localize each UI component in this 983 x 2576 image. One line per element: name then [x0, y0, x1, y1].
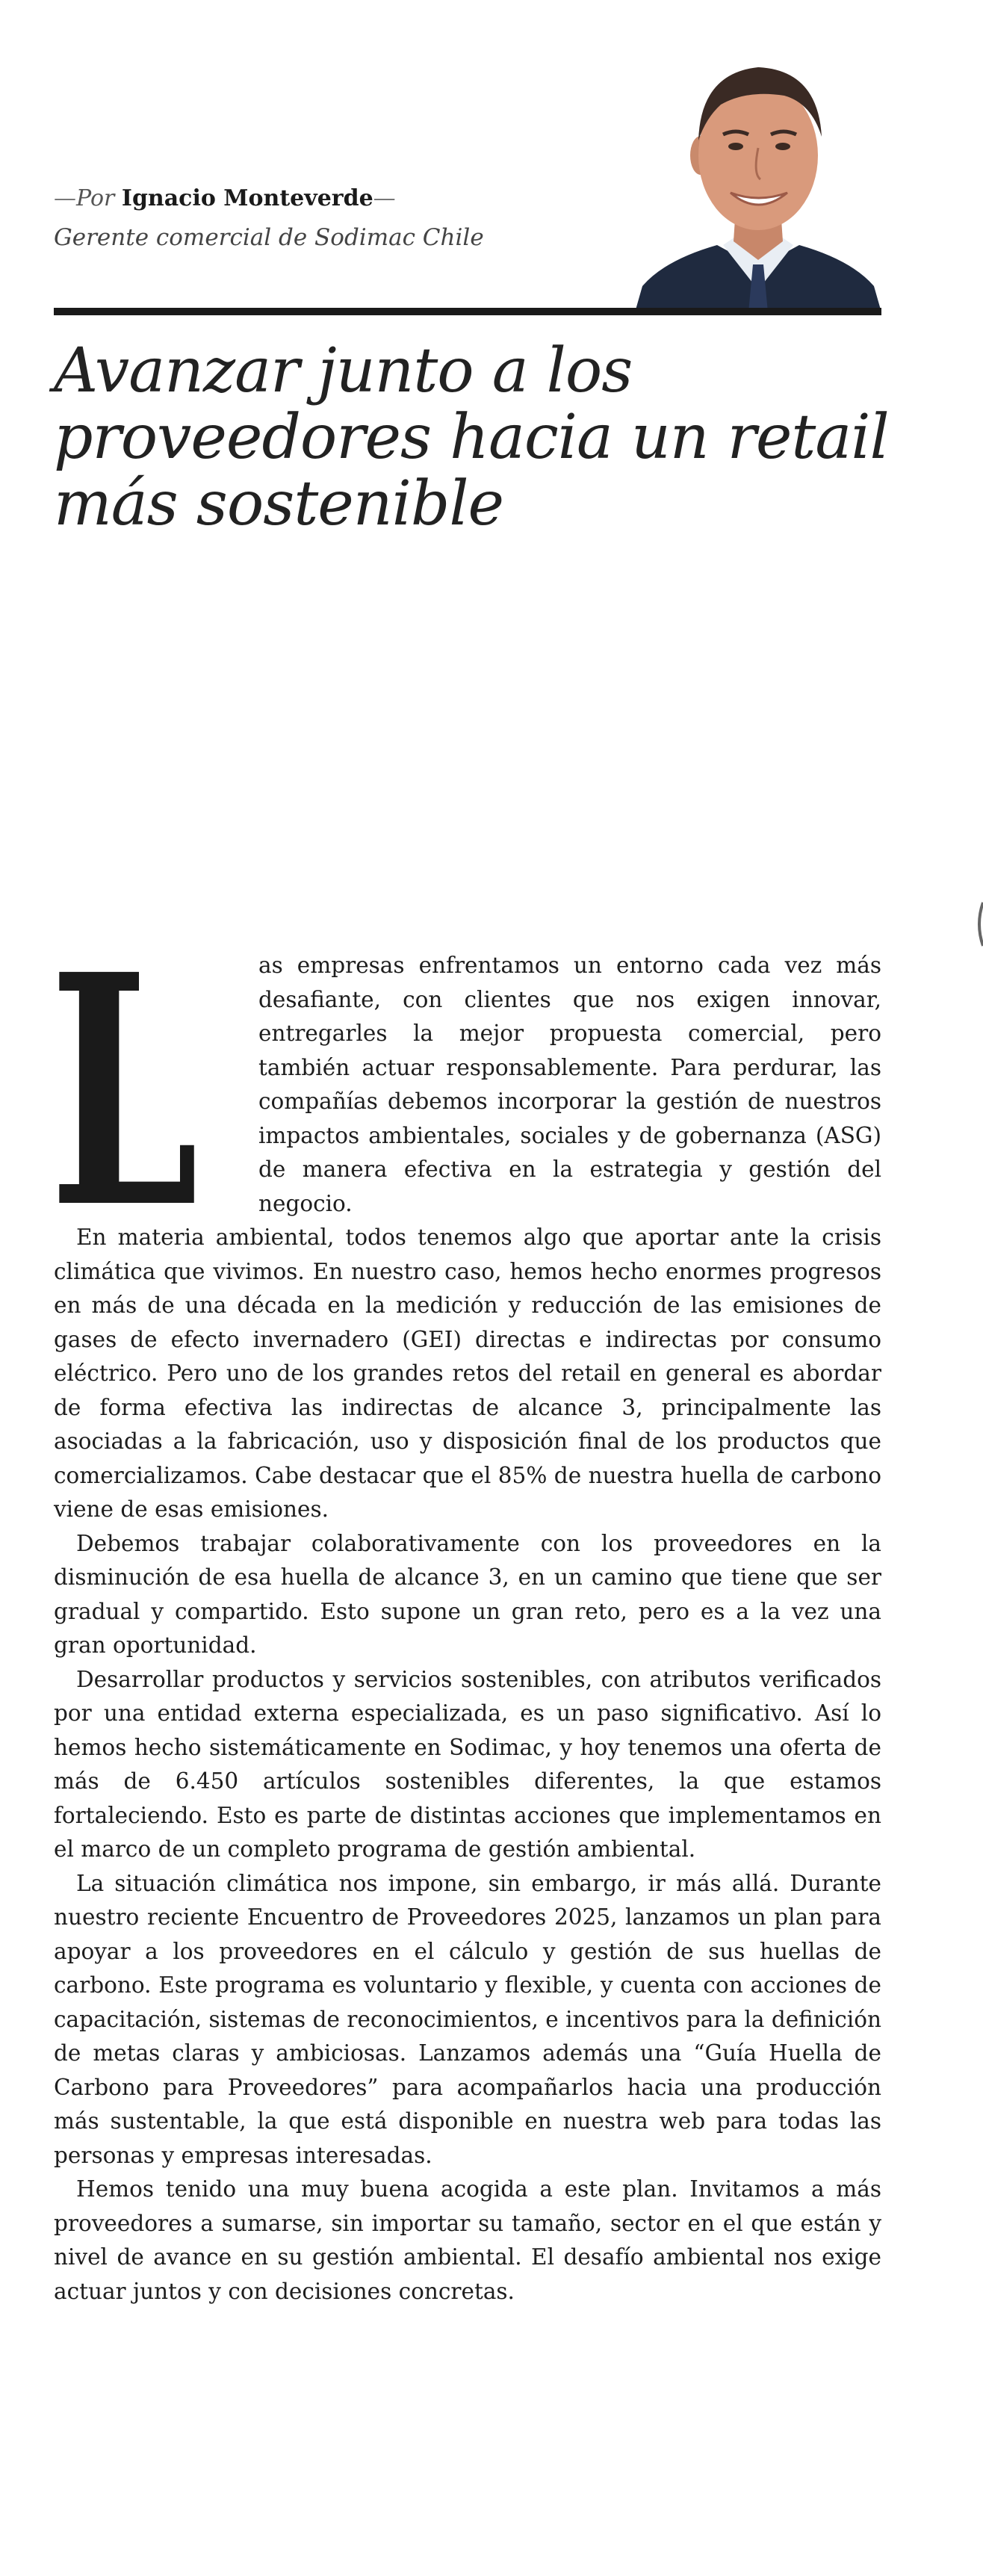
byline-dash-end: — [373, 185, 396, 211]
svg-text:L: L [49, 905, 199, 1278]
first-paragraph-text: as empresas enfrentamos un entorno cada vez más desafiante, con clientes que nos exigen innovar, entregarles la mejor propuesta comercial, pero también actuar responsablemente. Para perdurar, las compañías debemos incorporar la gestión de nuestros impactos ambientales, sociales y de gobernanza (ASG) de manera efectiva en la estrategia y gestión del negocio. [258, 953, 881, 1216]
article-paragraph: Hemos tenido una muy buena acogida a este plan. Invitamos a más proveedores a sumarse, sin importar su tamaño, sector en el que están y nivel de avance en su gestión ambiental. El desafío ambiental nos exige actuar juntos y con decisiones concretas. [54, 2176, 881, 2304]
author-photo [635, 43, 881, 312]
article-paragraph: En materia ambiental, todos tenemos algo que aportar ante la crisis climática que vivimos. En nuestro caso, hemos hecho enormes progresos en más de una década en la medición y reducción de las emisiones de gases de efecto invernadero (GEI) directas e indirectas por consumo eléctrico. Pero uno de los grandes retos del retail en general es abordar de forma efectiva las indirectas de alcance 3, principalmente las asociadas a la fabricación, uso y disposición final de los productos que comercializamos. Cabe destacar que el 85% de nuestra huella de carbono viene de esas emisiones. [54, 1224, 881, 1522]
article-headline: Avanzar junto a los proveedores hacia un retail más sostenible [54, 335, 889, 539]
article-paragraph: Desarrollar productos y servicios sostenibles, con atributos verificados por una entidad externa especializada, es un paso significativo. Así lo hemos hecho sistemáticamente en Sodimac, y hoy tenemos una oferta de más de 6.450 artículos sostenibles diferentes, la que estamos fortaleciendo. Esto es parte de distintas acciones que implementamos en el marco de un completo programa de gestión ambiental. [54, 1666, 881, 1862]
article-paragraph [54, 949, 881, 1221]
byline-dash: — [54, 185, 76, 211]
article-body [54, 949, 881, 2309]
author-byline [54, 185, 396, 212]
header-rule [54, 308, 881, 315]
byline-prefix: Por [76, 185, 115, 211]
author-name: Ignacio Monteverde [121, 185, 373, 211]
article-paragraph: Debemos trabajar colaborativamente con los proveedores en la disminución de esa huella de alcance 3, en un camino que tiene que ser gradual y compartido. Esto supone un gran reto, pero es a la vez una gran oportunidad. [54, 1530, 881, 1658]
page-edge-mark [976, 902, 983, 946]
article-paragraph: La situación climática nos impone, sin embargo, ir más allá. Durante nuestro reciente Encuentro de Proveedores 2025, lanzamos un plan para apoyar a los proveedores en el cálculo y gestión de sus huellas de carbono. Este programa es voluntario y flexible, y cuenta con acciones de capacitación, sistemas de reconocimientos, e incentivos para la definición de metas claras y ambiciosas. Lanzamos además una “Guía Huella de Carbono para Proveedores” para acompañarlos hacia una producción más sustentable, la que está disponible en nuestra web para todas las personas y empresas interesadas. [54, 1870, 881, 2168]
author-role: Gerente comercial de Sodimac Chile [54, 224, 484, 251]
